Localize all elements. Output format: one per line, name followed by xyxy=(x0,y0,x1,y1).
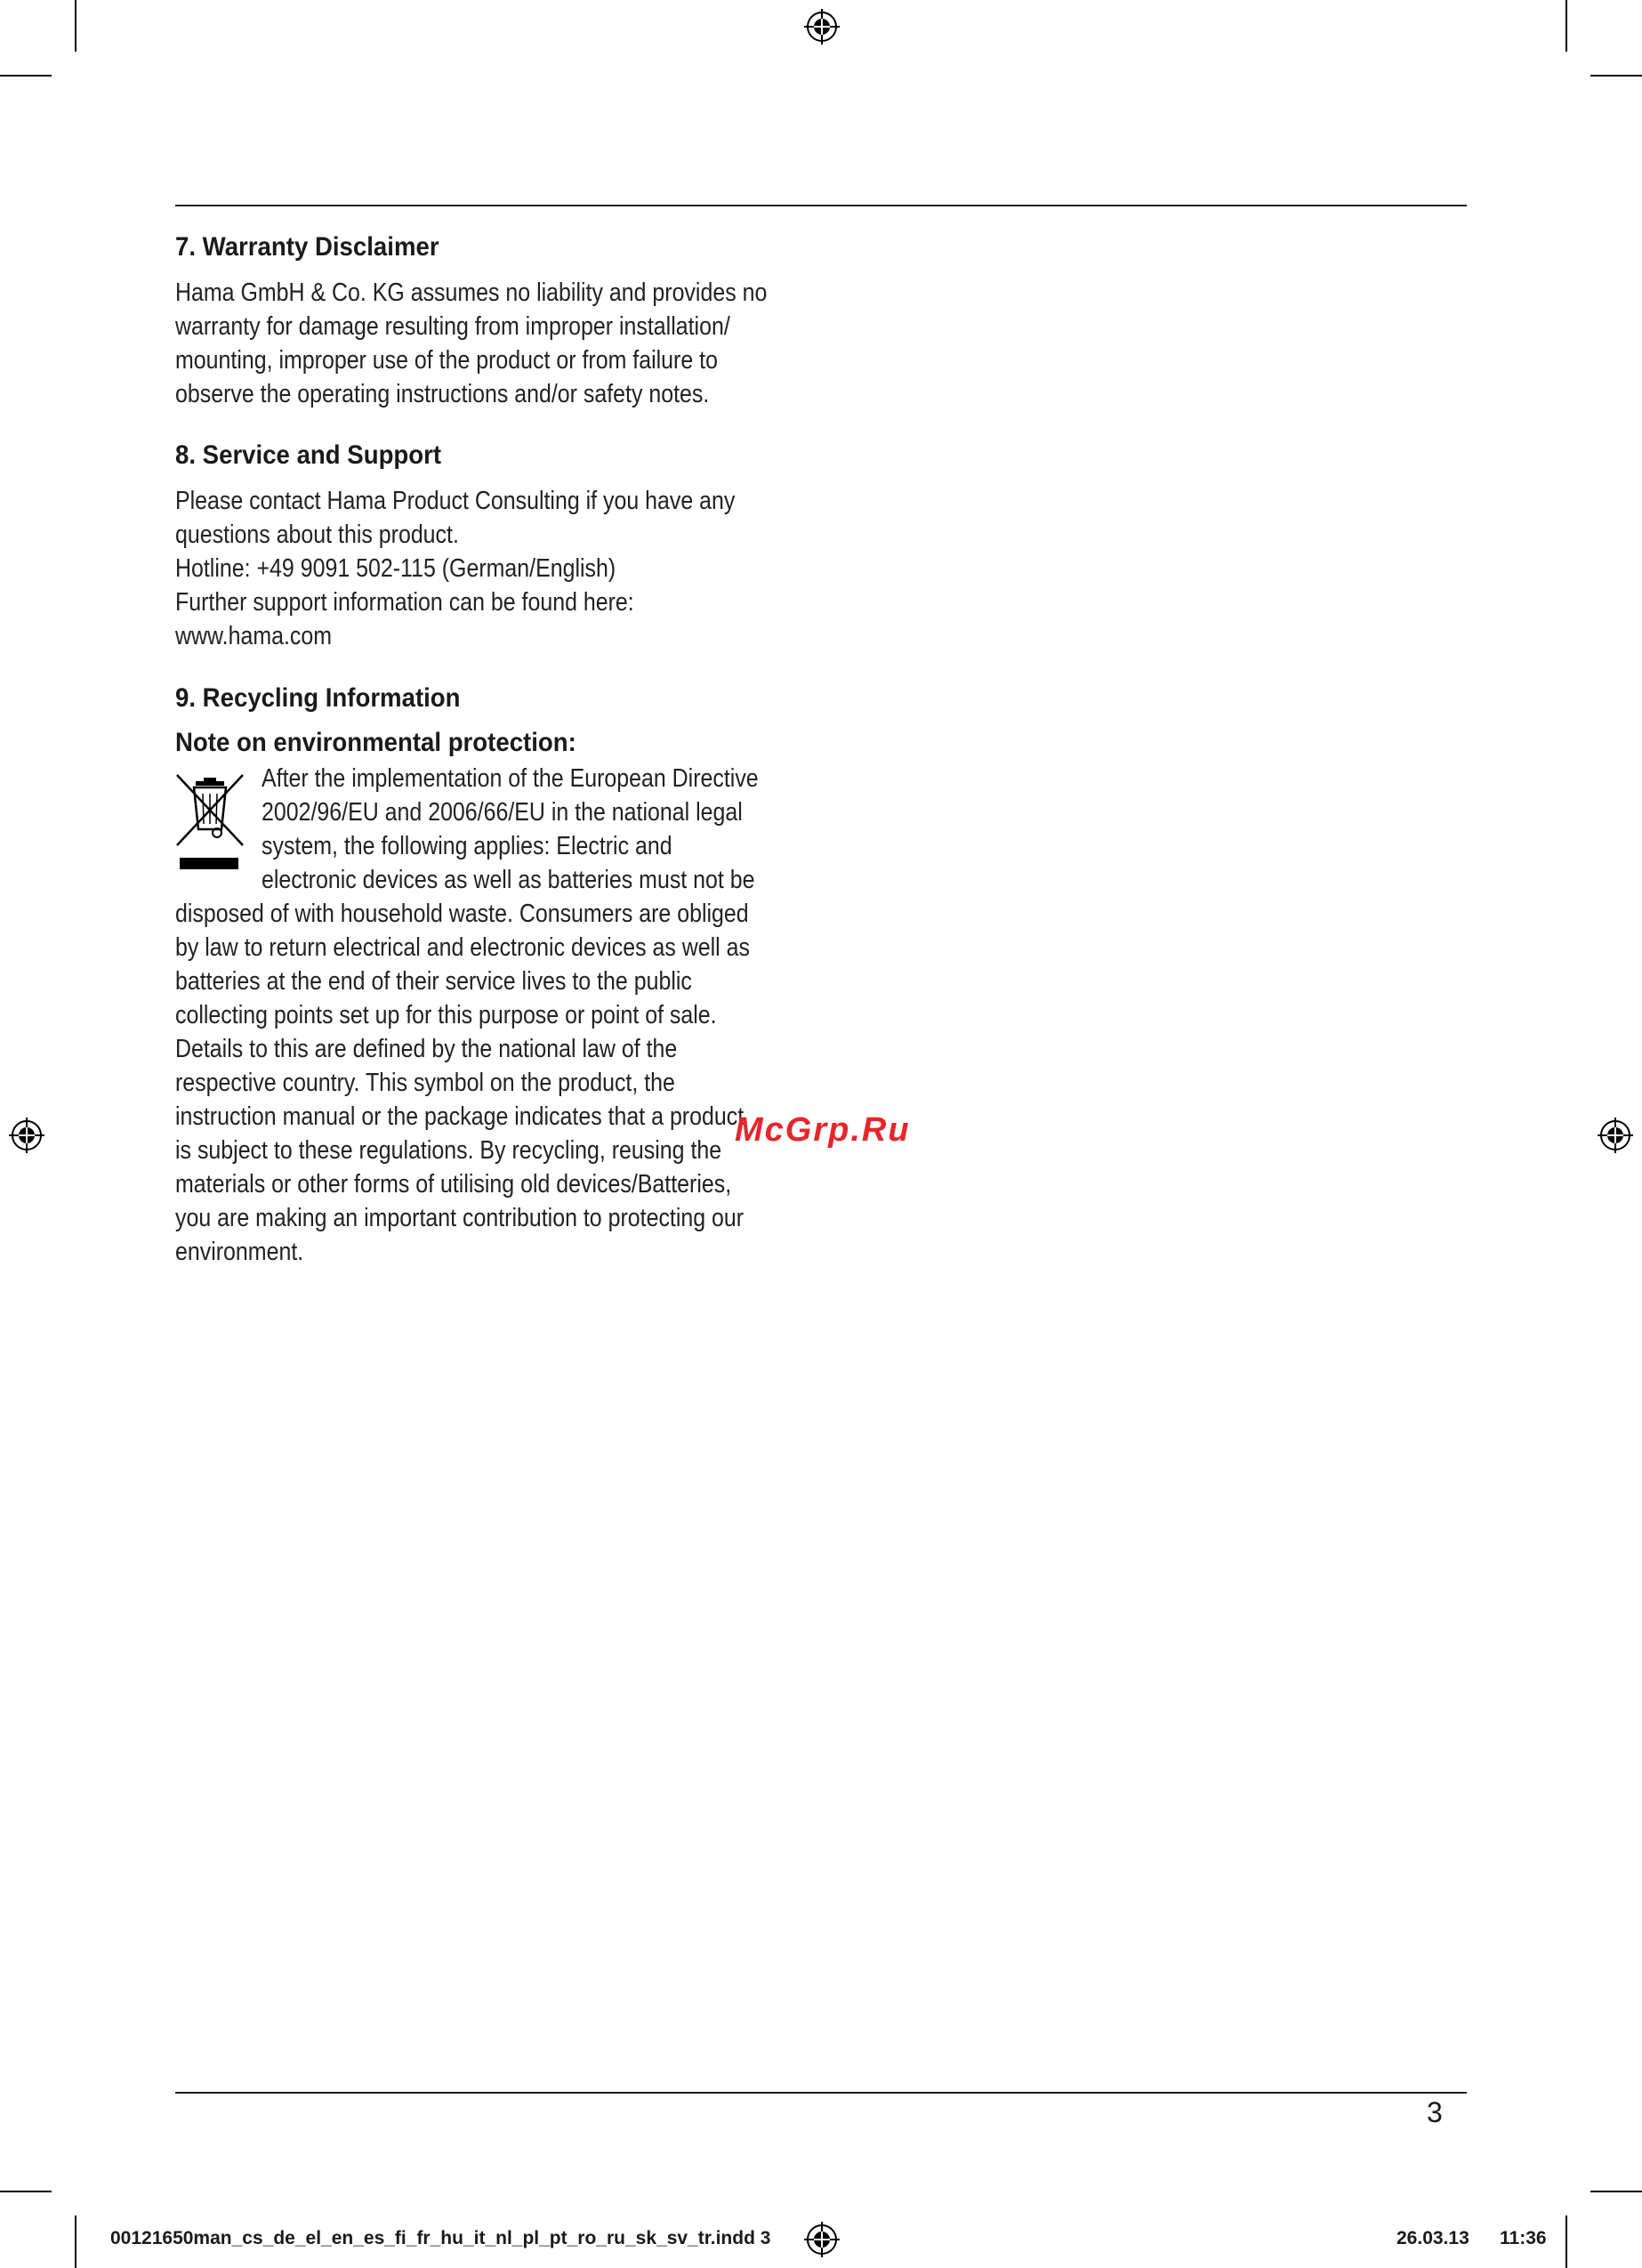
registration-mark-icon xyxy=(1598,1118,1633,1153)
crop-mark xyxy=(75,2216,76,2268)
paragraph-line: Hama GmbH & Co. KG assumes no liability and provides no xyxy=(175,278,768,307)
recycling-wrap-text xyxy=(262,762,831,897)
paragraph-line: respective country. This symbol on the product, the xyxy=(175,1069,675,1097)
registration-mark-icon xyxy=(9,1118,44,1153)
crop-mark xyxy=(1566,2216,1567,2268)
paragraph-line: by law to return electrical and electronic devices as well as xyxy=(175,933,750,962)
paragraph-line: environment. xyxy=(175,1238,304,1266)
section-heading: 8. Service and Support xyxy=(175,440,442,470)
bottom-rule xyxy=(175,2092,1467,2094)
section-service xyxy=(175,439,833,653)
paragraph-line: warranty for damage resulting from improper installation/ xyxy=(175,312,730,341)
paragraph-line: instruction manual or the package indicates that a product xyxy=(175,1102,745,1131)
crop-mark xyxy=(1590,2191,1642,2192)
footer-filename: 00121650man_cs_de_el_en_es_fi_fr_hu_it_nl_pl_pt_ro_ru_sk_sv_tr.indd 3 xyxy=(110,2228,771,2248)
paragraph-line: electronic devices as well as batteries must not be xyxy=(262,866,755,894)
page-number: 3 xyxy=(1427,2096,1443,2128)
paragraph-line: observe the operating instructions and/or safety notes. xyxy=(175,380,710,408)
paragraph-line: system, the following applies: Electric and xyxy=(262,832,672,860)
section-heading: 7. Warranty Disclaimer xyxy=(175,232,439,262)
paragraph-line: 2002/96/EU and 2006/66/EU in the national legal xyxy=(262,798,743,827)
footer-time: 11:36 xyxy=(1500,2228,1547,2248)
paragraph-line: batteries at the end of their service lives to the public xyxy=(175,967,692,996)
crop-mark xyxy=(1566,0,1567,52)
paragraph-line: is subject to these regulations. By recycling, reusing the xyxy=(175,1136,722,1165)
crop-mark xyxy=(0,2191,52,2192)
paragraph-line: mounting, improper use of the product or from failure to xyxy=(175,346,718,375)
paragraph-line: Please contact Hama Product Consulting if you have any xyxy=(175,487,736,515)
crop-mark xyxy=(75,0,76,52)
section-recycling xyxy=(175,682,833,760)
recycling-body-text xyxy=(175,897,833,1269)
paragraph-line: disposed of with household waste. Consumers are obliged xyxy=(175,900,749,928)
paragraph-line: materials or other forms of utilising old devices/Batteries, xyxy=(175,1170,732,1199)
watermark: McGrp.Ru xyxy=(735,1111,911,1149)
section-heading: 9. Recycling Information xyxy=(175,683,461,713)
registration-mark-icon xyxy=(804,2222,840,2257)
crossed-out-wheelie-bin-icon xyxy=(174,772,245,874)
paragraph-line: you are making an important contribution to protecting our xyxy=(175,1204,745,1232)
top-rule xyxy=(175,205,1467,206)
paragraph-line: After the implementation of the European Directive xyxy=(262,764,759,793)
paragraph-line: Hotline: +49 9091 502-115 (German/English) xyxy=(175,554,616,583)
paragraph-line: Further support information can be found here: xyxy=(175,588,634,617)
crop-mark xyxy=(1590,75,1642,77)
paragraph-line: collecting points set up for this purpose or point of sale. xyxy=(175,1001,717,1029)
footer-date: 26.03.13 xyxy=(1397,2228,1469,2248)
section-warranty xyxy=(175,230,833,411)
registration-mark-icon xyxy=(804,9,840,44)
paragraph-line: Details to this are defined by the national law of the xyxy=(175,1035,678,1063)
paragraph-line: questions about this product. xyxy=(175,521,459,549)
website-link[interactable]: www.hama.com xyxy=(175,622,333,650)
crop-mark xyxy=(0,75,52,77)
section-subheading: Note on environmental protection: xyxy=(175,728,576,757)
